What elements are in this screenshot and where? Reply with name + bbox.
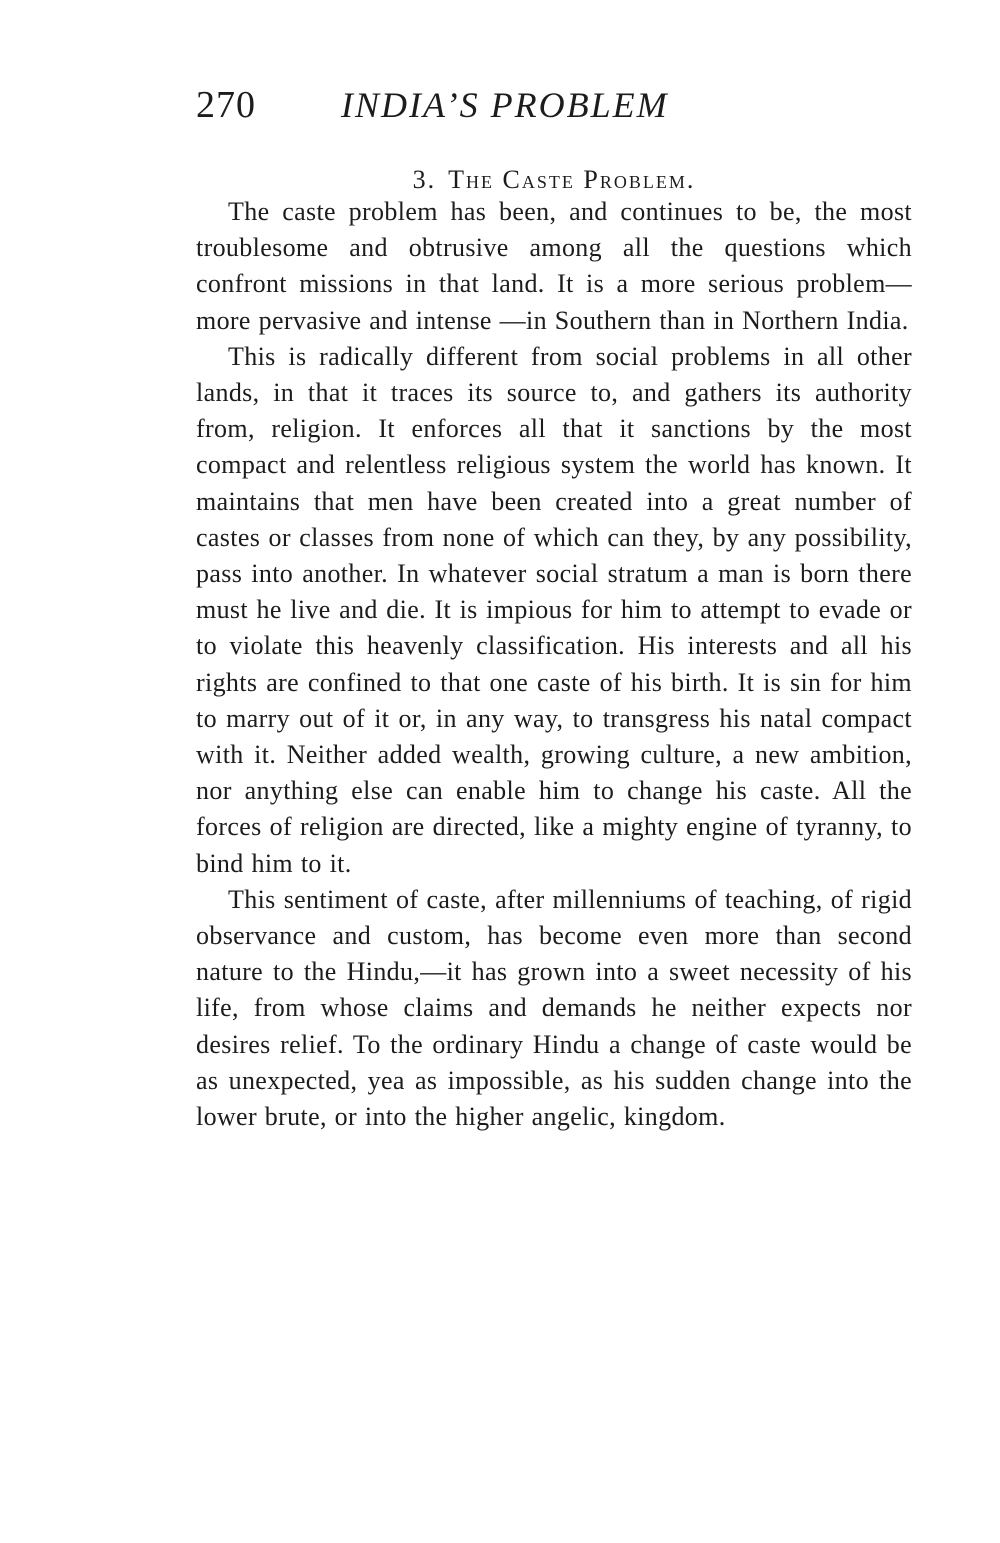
paragraph-2: This is radically different from social problems in all other lands, in that it traces its source to, and gathers its authority from, religion. It enforces all that it sanctions by the most compact and relentless religious system the world has known. It maintains that men have been created into a great number of castes or classes from none of which can they, by any possibility, pass into another. In whatever social stratum a man is born there must he live and die. It is impious for him to attempt to evade or to violate this heavenly classification. His interests and all his rights are confined to that one caste of his birth. It is sin for him to marry out of it or, in any way, to transgress his natal compact with it. Neither added wealth, growing culture, a new ambition, nor anything else can enable him to change his caste. All the forces of religion are directed, like a mighty engine of tyranny, to bind him to it.: [196, 341, 912, 878]
section-number: 3.: [412, 165, 437, 194]
paragraph-1: The caste problem has been, and continues to be, the most troublesome and obtrusive among all the questions which confront missions in that land. It is a more serious problem—more pervasive and intense —in Southern than in Northern India.: [196, 197, 912, 335]
body-text: [196, 194, 912, 1135]
page-number: 270: [196, 84, 256, 126]
running-title: INDIA’S PROBLEM: [341, 85, 669, 125]
running-head: [196, 80, 776, 130]
paragraph-3: This sentiment of caste, after millenniums of teaching, of rigid observance and custom, has become even more than second nature to the Hindu,—it has grown into a sweet necessity of his life, from whose claims and demands he neither expects nor desires relief. To the ordinary Hindu a change of caste would be as unexpected, yea as impossible, as his sudden change into the lower brute, or into the higher angelic, kingdom.: [196, 884, 912, 1132]
section-title: The Caste Problem.: [448, 165, 696, 194]
section-heading: [196, 162, 912, 198]
